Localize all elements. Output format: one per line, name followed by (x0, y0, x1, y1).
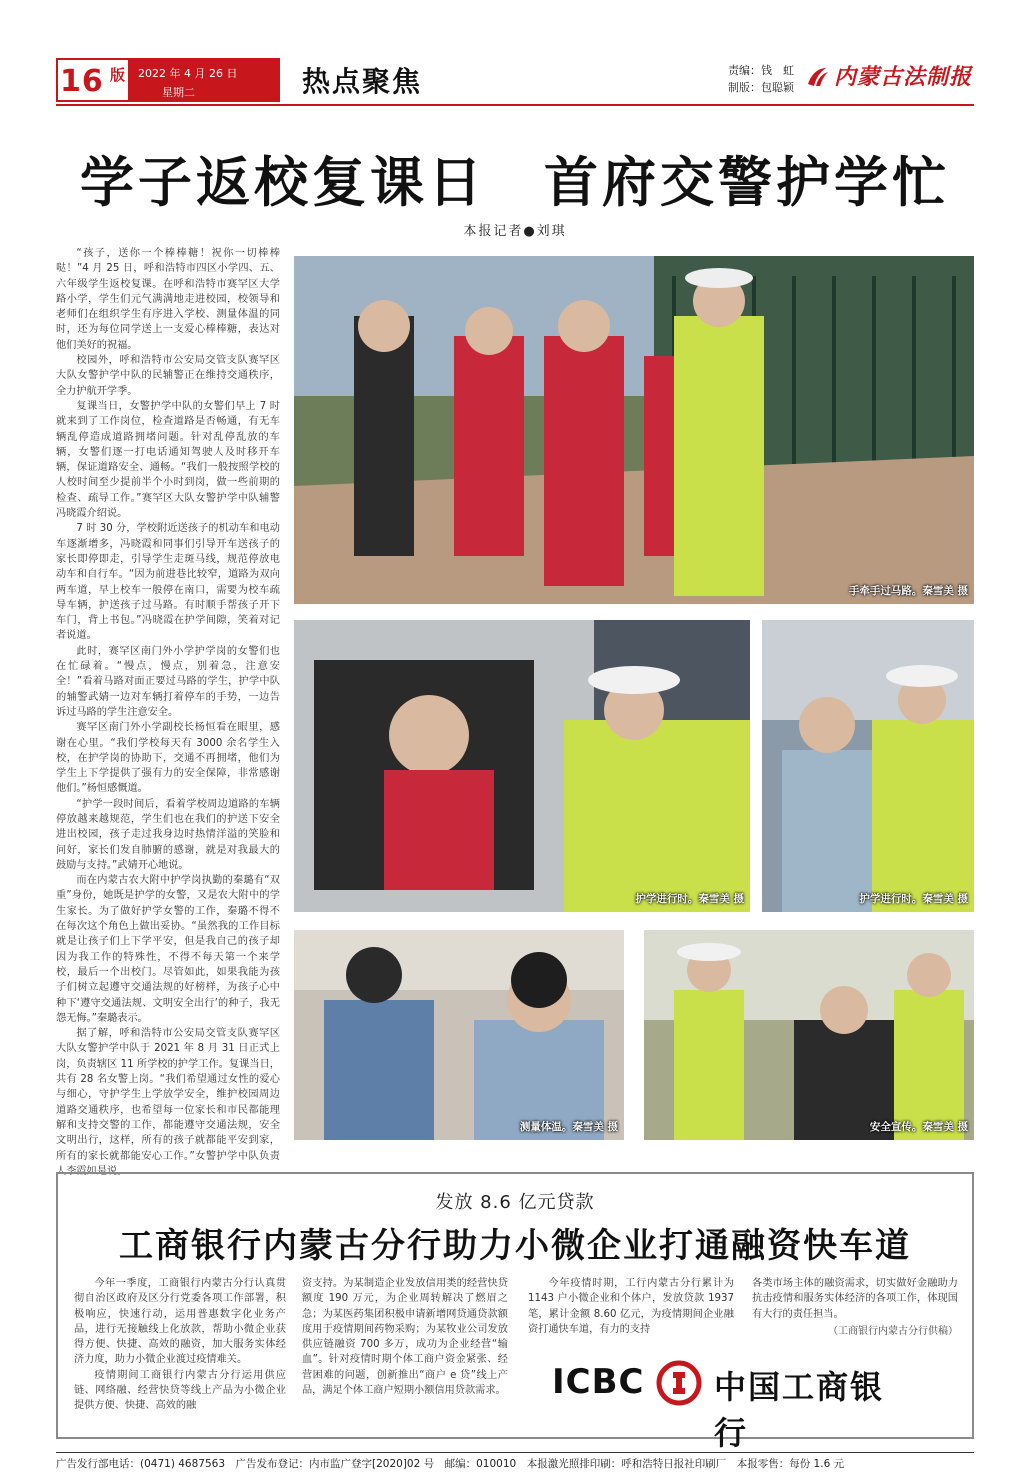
ad-column-1 (74, 1276, 286, 1414)
article-paragraph: “护学一段时间后，看着学校周边道路的车辆停放越来越规范，学生们也在我们的护送下安全进出校园，孩子走过我身边时热情洋溢的笑脸和问好，家长们发自肺腑的感谢，就是对我最大的鼓励与支持。”武婧开心地说。 (56, 798, 280, 871)
issue-date: 2022 年 4 月 26 日 (138, 67, 238, 80)
ad-source-note: （工商银行内蒙古分行供稿） (828, 1325, 958, 1337)
section-title: 热点聚焦 (302, 65, 423, 98)
article-paragraph: 7 时 30 分，学校附近送孩子的机动车和电动车逐渐增多，冯晓霞和同事们引导开车送孩子的家长即停即走，引导学生走斑马线，规范停放电动车和自行车。“因为前进巷比较窄，道路为双向两车道，早上校车一般停在南口，需要为校车疏导车辆，护送孩子过马路。有时顺手帮孩子开下车门，背上书包。”冯晓霞在护学间隙，笑着对记者说道。 (56, 523, 280, 642)
masthead (56, 58, 974, 104)
editor-line: 责编：钱 虹 (728, 64, 794, 77)
photo-illustration (762, 620, 974, 912)
article-paragraph: 校园外，呼和浩特市公安局交管支队赛罕区大队女警护学中队的民辅警正在维持交通秩序，全力护航开学季。 (56, 355, 280, 397)
article-paragraph: 此时，赛罕区南门外小学护学岗的女警们也在忙碌着。“慢点，慢点，别着急，注意安全！”看着马路对面正要过马路的学生，护学中队的辅警武婧一边对车辆打着停车的手势，一边告诉过马路的学生注意安全。 (56, 645, 280, 718)
article-paragraph: 据了解，呼和浩特市公安局交管支队赛罕区大队女警护学中队于 2021 年 8 月 31 日正式上岗，负责辖区 11 所学校的护学工作。复课当日，共有 28 名女警上岗。“我们希望通过女性的爱心与细心，守护学生上学放学安全，维护校园周边道路交通秩序，也希望每一位家长和市民都能理解和支持交警的工作，都能遵守交通法规，安全文明出行，这样，所有的孩子就都能平安到家，所有的家长就都能安心工作。”女警护学中队负责人李霞如是说。 (56, 1028, 280, 1177)
photo-illustration (294, 256, 974, 604)
page-number: 16 (60, 64, 104, 99)
ad-column-2 (302, 1276, 508, 1398)
ad-subtitle: 发放 8.6 亿元贷款 (435, 1192, 595, 1213)
editor-credits (728, 62, 794, 96)
photo-car-door (294, 620, 750, 912)
icbc-emblem-icon (656, 1360, 702, 1406)
page-number-box (56, 58, 130, 102)
article-paragraph: “孩子，送你一个棒棒糖！祝你一切棒棒哒！”4 月 25 日，呼和浩特市四区小学四、五、六年级学生返校复课。在呼和浩特市赛罕区大学路小学，学生们元气满满地走进校园，校领导和老师们在组织学生有序进入学校、测量体温的同时，还为每位同学送上一支爱心棒棒糖，表达对他们美好的祝福。 (56, 248, 280, 351)
ad-paragraph: 各类市场主体的融资需求，切实做好金融助力抗击疫情和服务实体经济的各项工作，体现国有大行的责任担当。 (752, 1278, 958, 1320)
page-headline: 学子返校复课日 首府交警护学忙 (80, 150, 950, 214)
ad-paragraph: 疫情期间工商银行内蒙古分行运用供应链、网络融、经营快贷等线上产品为小微企业提供方便、快捷、高效的融 (74, 1369, 286, 1412)
header-divider (56, 104, 974, 106)
icbc-logo-text: ICBC (552, 1362, 645, 1402)
photo-safety-promotion (644, 930, 974, 1140)
photo-escort-student (762, 620, 974, 912)
ad-paragraph: 今年一季度，工商银行内蒙古分行认真贯彻自治区政府及区分行党委各项工作部署，积极响应，快速行动，运用普惠数字化业务产品，进行无接触线上化放款，帮助小微企业获得方便、快捷、高效的融资，加大服务实体经济力度，助力小微企业渡过疫情难关。 (74, 1278, 286, 1366)
photo-temperature-check (294, 930, 624, 1140)
article-body (56, 246, 280, 1179)
footer-divider (56, 1452, 974, 1453)
icbc-advertisement (56, 1172, 974, 1452)
photo-crossing-road (294, 256, 974, 604)
article-paragraph: 而在内蒙古农大附中护学岗执勤的秦璐有“双重”身份，她既是护学的女警，又是农大附中的学生家长。为了做好护学女警的工作，秦璐不得不在每次这个角色上做出妥协。“虽然我的工作目标就是让孩子们上下学平安，但是我自己的孩子却因为我工作的特殊性，不得不每天第一个来学校，最后一个出校门。尽管如此，如果我能为孩子们树立起遵守交通法规的好榜样，为孩子心中种下‘遵守交通法规、文明安全出行’的种子，我无怨无悔。”秦璐表示。 (56, 875, 280, 1024)
photo-illustration (644, 930, 974, 1140)
photo-caption: 测量体温。秦雪美 摄 (519, 1121, 618, 1133)
page-suffix: 版 (110, 66, 126, 84)
ad-column-3 (528, 1276, 734, 1337)
photo-illustration (294, 930, 624, 1140)
photo-caption: 手牵手过马路。秦雪美 摄 (848, 585, 968, 597)
icbc-chinese-name: 中国工商银行 (714, 1368, 885, 1452)
photo-caption: 护学进行时。秦雪美 摄 (635, 893, 744, 905)
producer-line: 制版：包聪颖 (728, 81, 794, 94)
photo-caption: 安全宣传。秦雪美 摄 (869, 1121, 968, 1133)
ad-paragraph: 今年疫情时期，工行内蒙古分行累计为 1143 户小微企业和个体户，发放贷款 1937 笔，累计金额 8.60 亿元，为疫情期间企业融资打通快车道，有力的支持 (528, 1278, 734, 1335)
footer-info: 广告发行部电话：(0471) 4687563 广告发布登记：内市监广登字[2020]02 号 邮编：010010 本报激光照排印刷：呼和浩特日报社印刷厂 本报零售：每份 1.6 元 (56, 1458, 845, 1470)
photo-caption: 护学进行时。秦雪美 摄 (859, 893, 968, 905)
issue-weekday: 星期二 (162, 86, 195, 99)
date-box (130, 58, 280, 102)
newspaper-name: 内蒙古法制报 (834, 64, 973, 90)
article-paragraph: 复课当日，女警护学中队的女警们早上 7 时就来到了工作岗位，检查道路是否畅通，有无车辆乱停造成道路拥堵问题。针对乱停乱放的车辆，女警们逐一打电话通知驾驶人及时移开车辆，保证道路安全、通畅。“我们一般按照学校的人校时间至少提前半个小时到岗，做一些前期的检查、疏导工作。”赛罕区大队女警护学中队辅警冯晓霞介绍说。 (56, 400, 280, 520)
icbc-logo (552, 1356, 910, 1452)
article-paragraph: 赛罕区南门外小学副校长杨恒看在眼里，感谢在心里。“我们学校每天有 3000 余名学生入校，在护学岗的协助下，交通不再拥堵，他们为学生上下学提供了强有力的安全保障，非常感谢他们。”杨恒感慨道。 (56, 722, 280, 795)
ad-title: 工商银行内蒙古分行助力小微企业打通融资快车道 (119, 1226, 911, 1266)
newspaper-logo-icon (804, 64, 830, 90)
ad-column-4 (752, 1276, 958, 1339)
byline: 本报记者●刘琪 (463, 224, 567, 239)
ad-paragraph: 资支持。为某制造企业发放信用类的经营快贷额度 190 万元，为企业周转解决了燃眉之急；为某医药集团积极申请新增网贷通贷款额度用于疫情期间药物采购；为某牧业公司发放供应链融资 700 多万，成功为企业经营“输血”。针对疫情时期个体工商户资金紧张、经营困难的问题，创新推出“商户 e 贷”线上产品，满足个体工商户短期小额信用贷款需求。 (302, 1278, 508, 1397)
photo-illustration (294, 620, 750, 912)
